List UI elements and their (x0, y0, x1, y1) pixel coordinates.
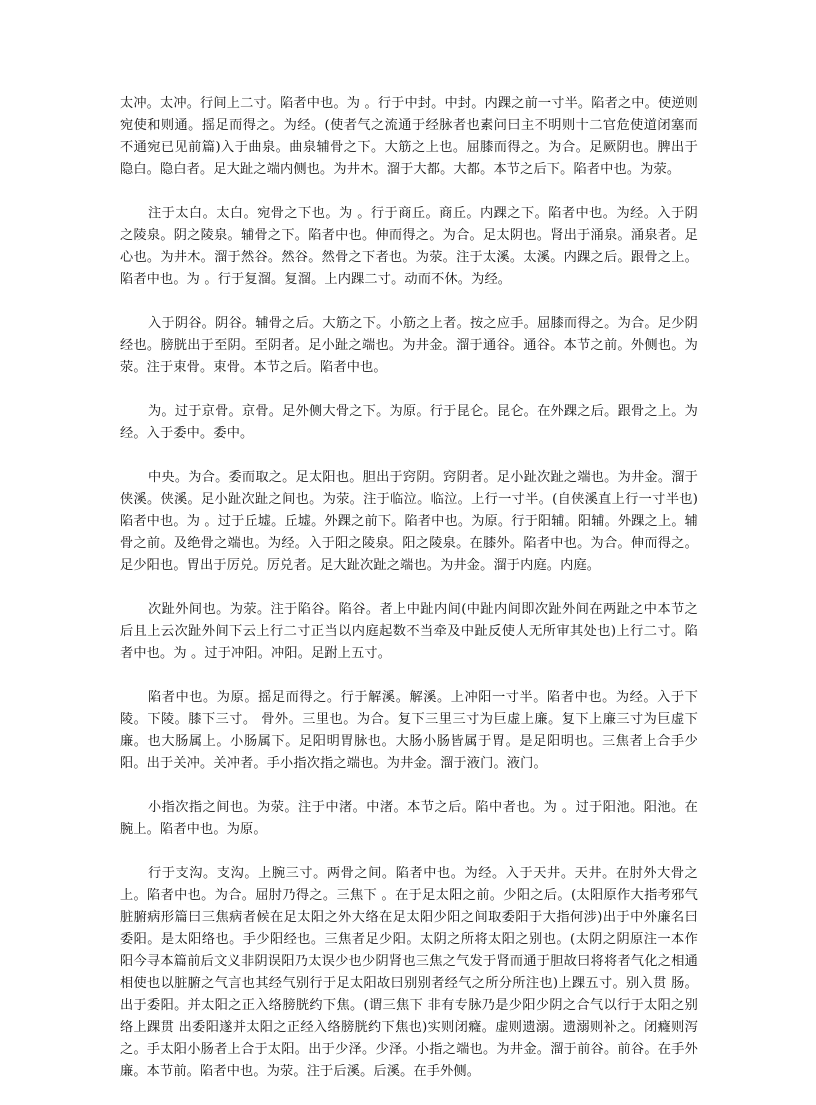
paragraph-3: 入于阴谷。阴谷。辅骨之后。大筋之下。小筋之上者。按之应手。屈膝而得之。为合。足少阴经也。膀胱出于至阴。至阴者。足小趾之端也。为井金。溜于通谷。通谷。本节之前。外侧也。为荥。注于束骨。束骨。本节之后。陷者中也。 (120, 316, 698, 375)
paragraph-6: 次趾外间也。为荥。注于陷谷。陷谷。者上中趾内间(中趾内间即次趾外间在两趾之中本节之后且上云次趾外间下云上行二寸正当以内庭起数不当牵及中趾反使人无所审其处也)上行二寸。陷者中也。为 。过于冲阳。冲阳。足跗上五寸。 (120, 602, 698, 661)
paragraph-8: 小指次指之间也。为荥。注于中渚。中渚。本节之后。陷中者也。为 。过于阳池。阳池。在腕上。陷者中也。为原。 (120, 800, 698, 837)
paragraph-7: 陷者中也。为原。摇足而得之。行于解溪。解溪。上冲阳一寸半。陷者中也。为经。入于下陵。下陵。膝下三寸。 骨外。三里也。为合。复下三里三寸为巨虚上廉。复下上廉三寸为巨虚下廉。也大肠属上。小肠属下。足阳明胃脉也。大肠小肠皆属于胃。是足阳明也。三焦者上合手少阳。出于关冲。关冲者。手小指次指之端也。为井金。溜于液门。液门。 (120, 690, 698, 771)
paragraph-1: 太冲。太冲。行间上二寸。陷者中也。为 。行于中封。中封。内踝之前一寸半。陷者之中。使逆则宛使和则通。摇足而得之。为经。(使者气之流通于经脉者也素问曰主不明则十二官危使道闭塞而不通宛已见前篇)入于曲泉。曲泉辅骨之下。大筋之上也。屈膝而得之。为合。足厥阴也。脾出于隐白。隐白者。足大趾之端内侧也。为井木。溜于大都。大都。本节之后下。陷者中也。为荥。 (120, 96, 698, 177)
paragraph-9: 行于支沟。支沟。上腕三寸。两骨之间。陷者中也。为经。入于天井。天井。在肘外大骨之上。陷者中也。为合。屈肘乃得之。三焦下 。在于足太阳之前。少阳之后。(太阳原作大指考邪气脏腑病形篇曰三焦病者候在足太阳之外大络在足太阳少阳之间取委阳于大指何涉)出于中外廉名曰委阳。是太阳络也。手少阳经也。三焦者足少阳。太阴之所将太阳之别也。(太阴之阴原注一本作阳今寻本篇前后文义非阴误阳乃太误少也少阴肾也三焦之气发于肾而通于胆故曰将将者气化之相通相使也以脏腑之气言也其经气别行于足太阳故曰别别者经气之所分所注也)上踝五寸。别入贯 肠。出于委阳。并太阳之正入络膀胱约下焦。(谓三焦下 非有专脉乃是少阳少阴之合气以行于太阳之别络上踝贯 出委阳遂并太阳之正经入络膀胱约下焦也)实则闭癃。虚则遗溺。遗溺则补之。闭癃则泻之。手太阳小肠者上合于太阳。出于少泽。少泽。小指之端也。为井金。溜于前谷。前谷。在手外廉。本节前。陷者中也。为荥。注于后溪。后溪。在手外侧。 (120, 866, 698, 1079)
document-page (120, 93, 698, 1105)
paragraph-2: 注于太白。太白。宛骨之下也。为 。行于商丘。商丘。内踝之下。陷者中也。为经。入于阴之陵泉。阴之陵泉。辅骨之下。陷者中也。伸而得之。为合。足太阴也。肾出于涌泉。涌泉者。足心也。为井木。溜于然谷。然谷。然骨之下者也。为荥。注于太溪。太溪。内踝之后。跟骨之上。陷者中也。为 。行于复溜。复溜。上内踝二寸。动而不休。为经。 (120, 206, 698, 287)
paragraph-4: 为。过于京骨。京骨。足外侧大骨之下。为原。行于昆仑。昆仑。在外踝之后。跟骨之上。为经。入于委中。委中。 (120, 404, 698, 441)
paragraph-5: 中央。为合。委而取之。足太阳也。胆出于窍阴。窍阴者。足小趾次趾之端也。为井金。溜于侠溪。侠溪。足小趾次趾之间也。为荥。注于临泣。临泣。上行一寸半。(自侠溪直上行一寸半也)陷者中也。为 。过于丘墟。丘墟。外踝之前下。陷者中也。为原。行于阳辅。阳辅。外踝之上。辅骨之前。及绝骨之端也。为经。入于阳之陵泉。阳之陵泉。在膝外。陷者中也。为合。伸而得之。足少阳也。胃出于厉兑。厉兑者。足大趾次趾之端也。为井金。溜于内庭。内庭。 (120, 470, 698, 573)
